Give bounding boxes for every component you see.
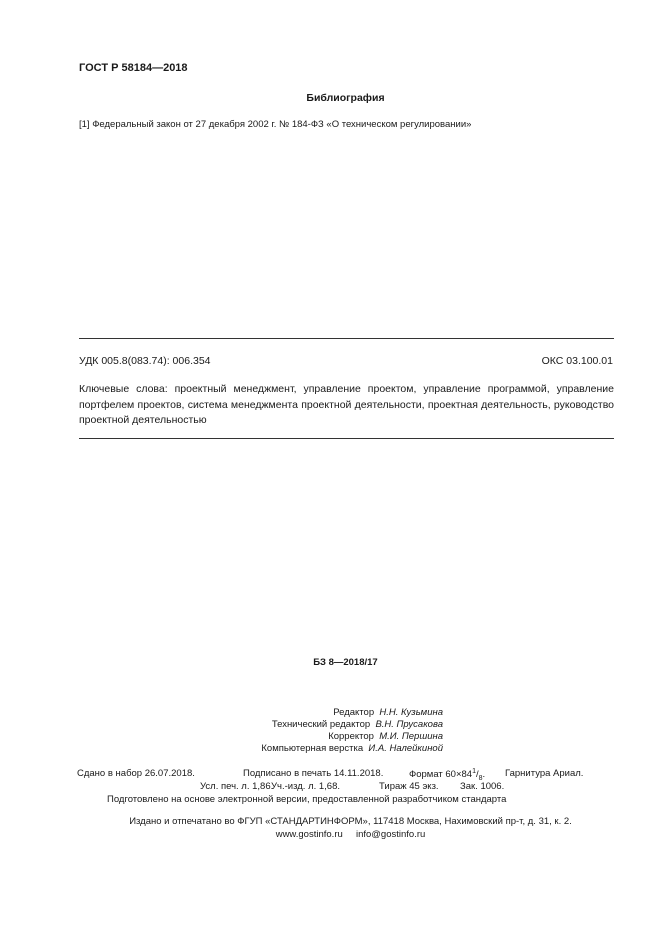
print-sheets: Усл. печ. л. 1,86. xyxy=(200,781,274,792)
bibliography-entry: [1] Федеральный закон от 27 декабря 2002 г. № 184-ФЗ «О техническом регулировании» xyxy=(79,119,472,130)
publisher-contacts xyxy=(0,829,661,840)
publisher-line: Издано и отпечатано во ФГУП «СТАНДАРТИНФОРМ», 117418 Москва, Нахимовский пр-т, д. 31, к. 2. xyxy=(129,816,572,827)
signed-date: Подписано в печать 14.11.2018. xyxy=(243,768,384,779)
credit-role: Редактор xyxy=(333,707,375,718)
standard-code: ГОСТ Р 58184—2018 xyxy=(79,62,188,74)
prepared-note: Подготовлено на основе электронной версии, предоставленной разработчиком стандарта xyxy=(107,794,507,805)
credit-editor xyxy=(333,707,443,718)
divider-top xyxy=(79,338,614,339)
email-link[interactable]: info@gostinfo.ru xyxy=(355,829,426,840)
udk-code: УДК 005.8(083.74): 006.354 xyxy=(79,355,211,367)
credit-corrector xyxy=(328,731,443,742)
oks-code: ОКС 03.100.01 xyxy=(541,355,613,367)
format: Формат $60\times 84^1/_8$. xyxy=(409,768,486,783)
credit-role: Компьютерная верстка xyxy=(261,743,364,754)
credit-name: И.А. Налейкиной xyxy=(368,743,443,754)
credit-role: Технический редактор xyxy=(271,719,371,730)
keywords: Ключевые слова: проектный менеджмент, управление проектом, управление программой, управление портфелем проектов, система менеджмента проектной деятельности, проектная деятельность, руководство проектной деятельностью xyxy=(79,383,614,426)
credit-role: Корректор xyxy=(328,731,374,742)
credit-layout xyxy=(261,743,443,754)
font-info: Гарнитура Ариал. xyxy=(505,768,584,779)
credit-name: Н.Н. Кузьмина xyxy=(379,707,443,718)
bz-number: БЗ 8—2018/17 xyxy=(313,657,378,668)
divider-bottom xyxy=(79,438,614,439)
bibliography-heading: Библиография xyxy=(306,92,385,104)
copies: Тираж 45 экз. xyxy=(379,781,439,792)
credit-tech-editor xyxy=(272,719,443,730)
credit-name: В.Н. Прусакова xyxy=(375,719,443,730)
publisher-sheets: Уч.-изд. л. 1,68. xyxy=(271,781,341,792)
website-link[interactable]: www.gostinfo.ru xyxy=(275,829,343,840)
typeset-date: Сдано в набор 26.07.2018. xyxy=(77,768,195,779)
credit-name: М.И. Першина xyxy=(379,731,443,742)
order-number: Зак. 1006. xyxy=(460,781,505,792)
